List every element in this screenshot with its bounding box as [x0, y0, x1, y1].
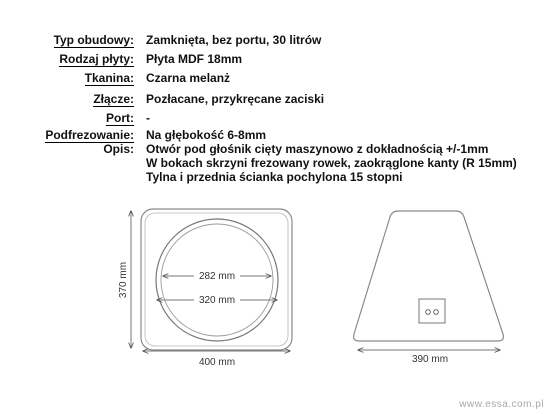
side-view [354, 211, 504, 365]
spec-label: Typ obudowy: [53, 33, 134, 47]
spec-label: Tkanina: [84, 71, 134, 85]
opis-line: W bokach skrzyni frezowany rowek, zaokrąglone kanty (R 15mm) [146, 156, 517, 170]
height-dim-label: 370 mm [118, 261, 129, 299]
spec-value: Na głębokość 6-8mm [146, 128, 267, 142]
watermark: www.essa.com.pl [459, 399, 544, 410]
spec-label: Rodzaj płyty: [59, 52, 134, 66]
spec-value: Zamknięta, bez portu, 30 litrów [146, 33, 322, 47]
width-dim-label: 400 mm [198, 357, 236, 368]
front-view [118, 209, 292, 368]
spec-value: - [146, 111, 150, 125]
side-width-dim-label: 390 mm [411, 354, 449, 365]
inner-diameter-label: 282 mm [198, 271, 236, 282]
spec-value: Pozłacane, przykręcane zaciski [146, 92, 325, 106]
spec-value: Czarna melanż [146, 71, 231, 85]
spec-label: Złącze: [93, 92, 134, 106]
opis-line: Otwór pod głośnik cięty maszynowo z dokładnością +/-1mm [146, 142, 489, 156]
outer-diameter-label: 320 mm [198, 295, 236, 306]
spec-label: Port: [106, 111, 134, 125]
opis-line: Tylna i przednia ścianka pochylona 15 stopni [146, 170, 403, 184]
spec-value: Płyta MDF 18mm [146, 52, 243, 66]
terminal-plate [419, 299, 445, 323]
spec-label: Podfrezowanie: [45, 128, 134, 142]
opis-label: Opis: [103, 142, 134, 156]
